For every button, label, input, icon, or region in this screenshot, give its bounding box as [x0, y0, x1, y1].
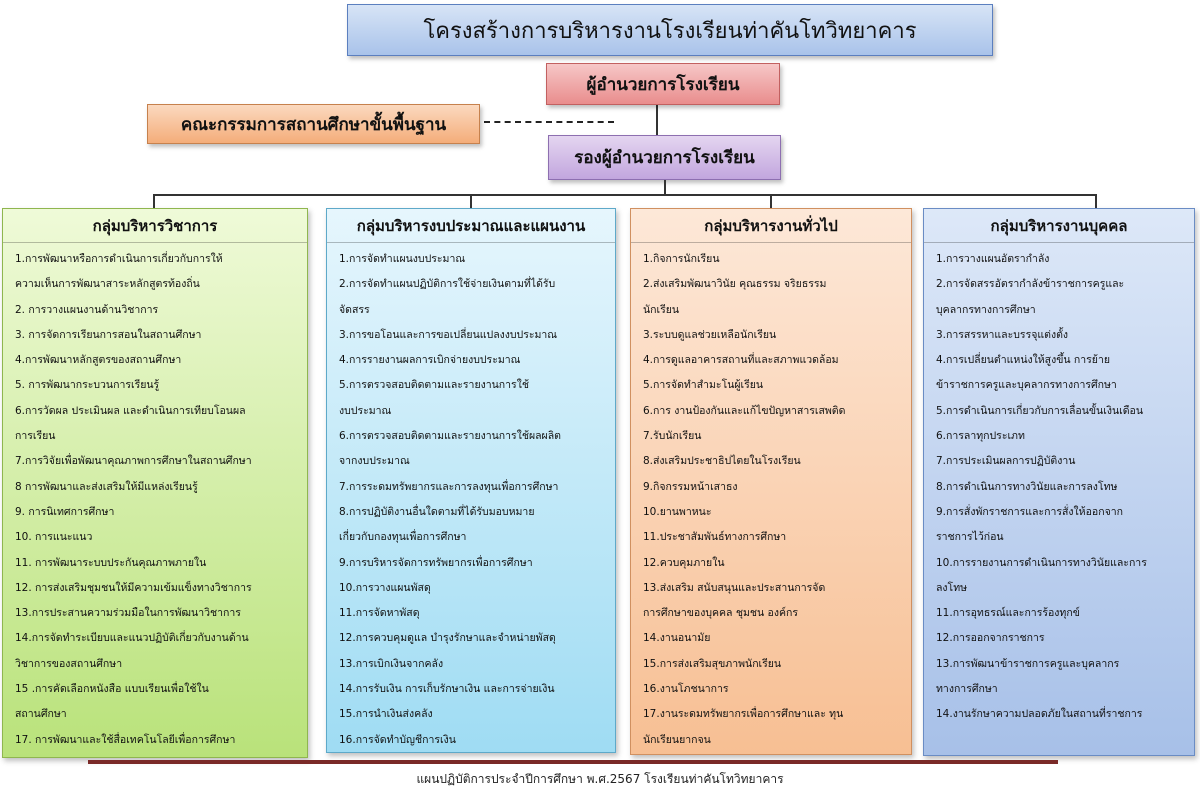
- group-academic: [2, 208, 308, 758]
- group-items: [3, 243, 307, 753]
- group-item-line: 16.การจัดทำบัญชีการเงิน: [339, 733, 456, 746]
- group-item-line: 13.การเบิกเงินจากคลัง: [339, 657, 444, 670]
- group-title: กลุ่มบริหารงานทั่วไป: [631, 209, 911, 243]
- connector-group-1: [153, 194, 155, 208]
- group-item-line: 9.กิจกรรมหน้าเสาธง: [643, 480, 738, 493]
- group-title: กลุ่มบริหารวิชาการ: [3, 209, 307, 243]
- group-item-line: วิชาการของสถานศึกษา: [15, 657, 123, 670]
- connector-group-4: [1095, 194, 1097, 208]
- group-item-line: 12.การออกจากราชการ: [936, 632, 1045, 645]
- group-item-line: 14.งานอนามัย: [643, 632, 711, 645]
- group-item-line: เกี่ยวกับกองทุนเพื่อการศึกษา: [339, 531, 467, 544]
- group-item-line: 5.การจัดทำสำมะโนผู้เรียน: [643, 379, 764, 392]
- group-item-line: 11. การพัฒนาระบบประกันคุณภาพภายใน: [15, 556, 207, 569]
- group-items: [327, 243, 615, 753]
- deputy-box: รองผู้อำนวยการโรงเรียน: [548, 135, 781, 180]
- director-box: ผู้อำนวยการโรงเรียน: [546, 63, 780, 105]
- group-item-line: 17.งานระดมทรัพยากรเพื่อการศึกษาและ ทุน: [643, 708, 844, 721]
- group-item-line: 8 การพัฒนาและส่งเสริมให้มีแหล่งเรียนรู้: [15, 480, 198, 493]
- group-item-line: 7.การระดมทรัพยากรและการลงทุนเพื่อการศึกษา: [339, 480, 559, 493]
- group-item-line: นักเรียนยากจน: [643, 733, 711, 746]
- group-item-line: 9.การสั่งพักราชการและการสั่งให้ออกจาก: [936, 505, 1123, 518]
- group-item-line: 13.ส่งเสริม สนับสนุนและประสานการจัด: [643, 581, 826, 594]
- group-item-line: การเรียน: [15, 430, 56, 443]
- group-item-line: 8.ส่งเสริมประชาธิปไตยในโรงเรียน: [643, 455, 801, 468]
- group-item-line: 12.การควบคุมดูแล บำรุงรักษาและจำหน่ายพัสดุ: [339, 632, 556, 645]
- group-item-line: 6.การตรวจสอบติดตามและรายงานการใช้ผลผลิต: [339, 430, 561, 443]
- group-item-line: 14.การจัดทำระเบียบและแนวปฏิบัติเกี่ยวกับงานด้าน: [15, 632, 249, 645]
- group-item-line: 14.การรับเงิน การเก็บรักษาเงิน และการจ่ายเงิน: [339, 683, 555, 696]
- group-item-line: 1.การวางแผนอัตรากำลัง: [936, 253, 1050, 265]
- group-item-line: 13.การพัฒนาข้าราชการครูและบุคลากร: [936, 657, 1120, 670]
- group-item-line: 12.ควบคุมภายใน: [643, 556, 725, 569]
- connector-deputy-vertical: [664, 180, 666, 195]
- group-item-line: 14.งานรักษาความปลอดภัยในสถานที่ราชการ: [936, 708, 1143, 721]
- group-item-line: 2.ส่งเสริมพัฒนาวินัย คุณธรรม จริยธรรม: [643, 278, 827, 291]
- group-item-line: 11.การจัดหาพัสดุ: [339, 607, 420, 620]
- group-item-line: 4.การเปลี่ยนตำแหน่งให้สูงขึ้น การย้าย: [936, 354, 1111, 367]
- group-item-line: 2.การจัดสรรอัตรากำลังข้าราชการครูและ: [936, 278, 1125, 291]
- group-item-line: 9. การนิเทศการศึกษา: [15, 505, 115, 518]
- group-item-line: 1.กิจการนักเรียน: [643, 253, 720, 265]
- connector-group-2: [470, 194, 472, 208]
- group-item-line: 6.การวัดผล ประเมินผล และดำเนินการเทียบโอนผล: [15, 404, 246, 417]
- committee-box: คณะกรรมการสถานศึกษาขั้นพื้นฐาน: [147, 104, 480, 144]
- group-item-line: จากงบประมาณ: [339, 455, 410, 468]
- group-items: [924, 243, 1194, 728]
- group-item-line: 15.การนำเงินส่งคลัง: [339, 708, 433, 721]
- group-item-line: 12. การส่งเสริมชุมชนให้มีความเข้มแข็งทางวิชาการ: [15, 581, 252, 594]
- group-item-line: 3.ระบบดูแลช่วยเหลือนักเรียน: [643, 328, 777, 341]
- group-item-line: 4.การรายงานผลการเบิกจ่ายงบประมาณ: [339, 354, 521, 367]
- group-item-line: 11.ประชาสัมพันธ์ทางการศึกษา: [643, 531, 787, 544]
- group-item-line: การศึกษาของบุคคล ชุมชน องค์กร: [643, 607, 798, 620]
- group-item-line: 7.การประเมินผลการปฏิบัติงาน: [936, 455, 1076, 468]
- group-item-line: สถานศึกษา: [15, 708, 67, 721]
- group-item-line: บุคลากรทางการศึกษา: [936, 303, 1036, 316]
- group-item-line: 15 .การคัดเลือกหนังสือ แบบเรียนเพื่อใช้ใน: [15, 683, 209, 696]
- group-item-line: 11.การอุทธรณ์และการร้องทุกข์: [936, 607, 1080, 620]
- group-item-line: 3.การขอโอนและการขอเปลี่ยนแปลงงบประมาณ: [339, 328, 558, 341]
- group-item-line: ราชการไว้ก่อน: [936, 531, 1004, 544]
- group-general-admin: [630, 208, 912, 755]
- page-title: โครงสร้างการบริหารงานโรงเรียนท่าคันโทวิทยาคาร: [347, 4, 993, 56]
- group-item-line: 10. การแนะแนว: [15, 531, 93, 544]
- group-item-line: 15.การส่งเสริมสุขภาพนักเรียน: [643, 657, 782, 670]
- group-personnel: [923, 208, 1195, 756]
- committee-dashed-connector: [484, 121, 614, 123]
- connector-group-3: [770, 194, 772, 208]
- group-item-line: จัดสรร: [339, 303, 370, 316]
- footer-text: แผนปฏิบัติการประจำปีการศึกษา พ.ศ.2567 โรงเรียนท่าคันโทวิทยาคาร: [416, 772, 784, 786]
- group-item-line: 1.การจัดทำแผนงบประมาณ: [339, 253, 466, 265]
- group-item-line: 9.การบริหารจัดการทรัพยากรเพื่อการศึกษา: [339, 556, 533, 569]
- group-item-line: 10.ยานพาหนะ: [643, 505, 712, 518]
- group-item-line: 8.การดำเนินการทางวินัยและการลงโทษ: [936, 480, 1118, 493]
- connector-director-vertical: [656, 105, 658, 135]
- group-item-line: 17. การพัฒนาและใช้สื่อเทคโนโลยีเพื่อการศึกษา: [15, 733, 236, 746]
- group-title: กลุ่มบริหารงบประมาณและแผนงาน: [327, 209, 615, 243]
- group-item-line: 5.การตรวจสอบติดตามและรายงานการใช้: [339, 379, 529, 392]
- group-item-line: 10.การรายงานการดำเนินการทางวินัยและการ: [936, 556, 1147, 569]
- group-item-line: ความเห็นการพัฒนาสาระหลักสูตรท้องถิ่น: [15, 278, 200, 291]
- group-item-line: 5.การดำเนินการเกี่ยวกับการเลื่อนขั้นเงินเดือน: [936, 404, 1144, 417]
- group-item-line: ข้าราชการครูและบุคลากรทางการศึกษา: [936, 379, 1117, 392]
- group-item-line: 2.การจัดทำแผนปฏิบัติการใช้จ่ายเงินตามที่ได้รับ: [339, 278, 556, 291]
- group-items: [631, 243, 911, 753]
- group-item-line: 16.งานโภชนาการ: [643, 683, 729, 696]
- group-item-line: 6.การ งานป้องกันและแก้ไขปัญหาสารเสพติด: [643, 404, 846, 417]
- group-item-line: 8.การปฏิบัติงานอื่นใดตามที่ได้รับมอบหมาย: [339, 505, 535, 518]
- group-item-line: 7.รับนักเรียน: [643, 430, 702, 443]
- footer-divider: [88, 760, 1058, 764]
- group-item-line: 6.การลาทุกประเภท: [936, 430, 1025, 443]
- group-item-line: งบประมาณ: [339, 404, 392, 417]
- group-item-line: 4.การดูแลอาคารสถานที่และสภาพแวดล้อม: [643, 354, 839, 367]
- group-item-line: 2. การวางแผนงานด้านวิชาการ: [15, 303, 159, 316]
- group-budget-planning: [326, 208, 616, 753]
- group-title: กลุ่มบริหารงานบุคคล: [924, 209, 1194, 243]
- group-item-line: นักเรียน: [643, 303, 680, 316]
- group-item-line: ลงโทษ: [936, 581, 968, 594]
- group-item-line: 4.การพัฒนาหลักสูตรของสถานศึกษา: [15, 354, 182, 367]
- group-item-line: 13.การประสานความร่วมมือในการพัฒนาวิชาการ: [15, 607, 241, 620]
- group-item-line: 5. การพัฒนากระบวนการเรียนรู้: [15, 379, 160, 392]
- group-item-line: 10.การวางแผนพัสดุ: [339, 581, 431, 594]
- connector-horizontal-bus: [153, 194, 1097, 196]
- group-item-line: 3.การสรรหาและบรรจุแต่งตั้ง: [936, 328, 1069, 341]
- group-item-line: 1.การพัฒนาหรือการดำเนินการเกี่ยวกับการให้: [15, 253, 223, 265]
- group-item-line: 3. การจัดการเรียนการสอนในสถานศึกษา: [15, 328, 202, 341]
- group-item-line: 7.การวิจัยเพื่อพัฒนาคุณภาพการศึกษาในสถานศึกษา: [15, 455, 252, 468]
- group-item-line: ทางการศึกษา: [936, 683, 998, 696]
